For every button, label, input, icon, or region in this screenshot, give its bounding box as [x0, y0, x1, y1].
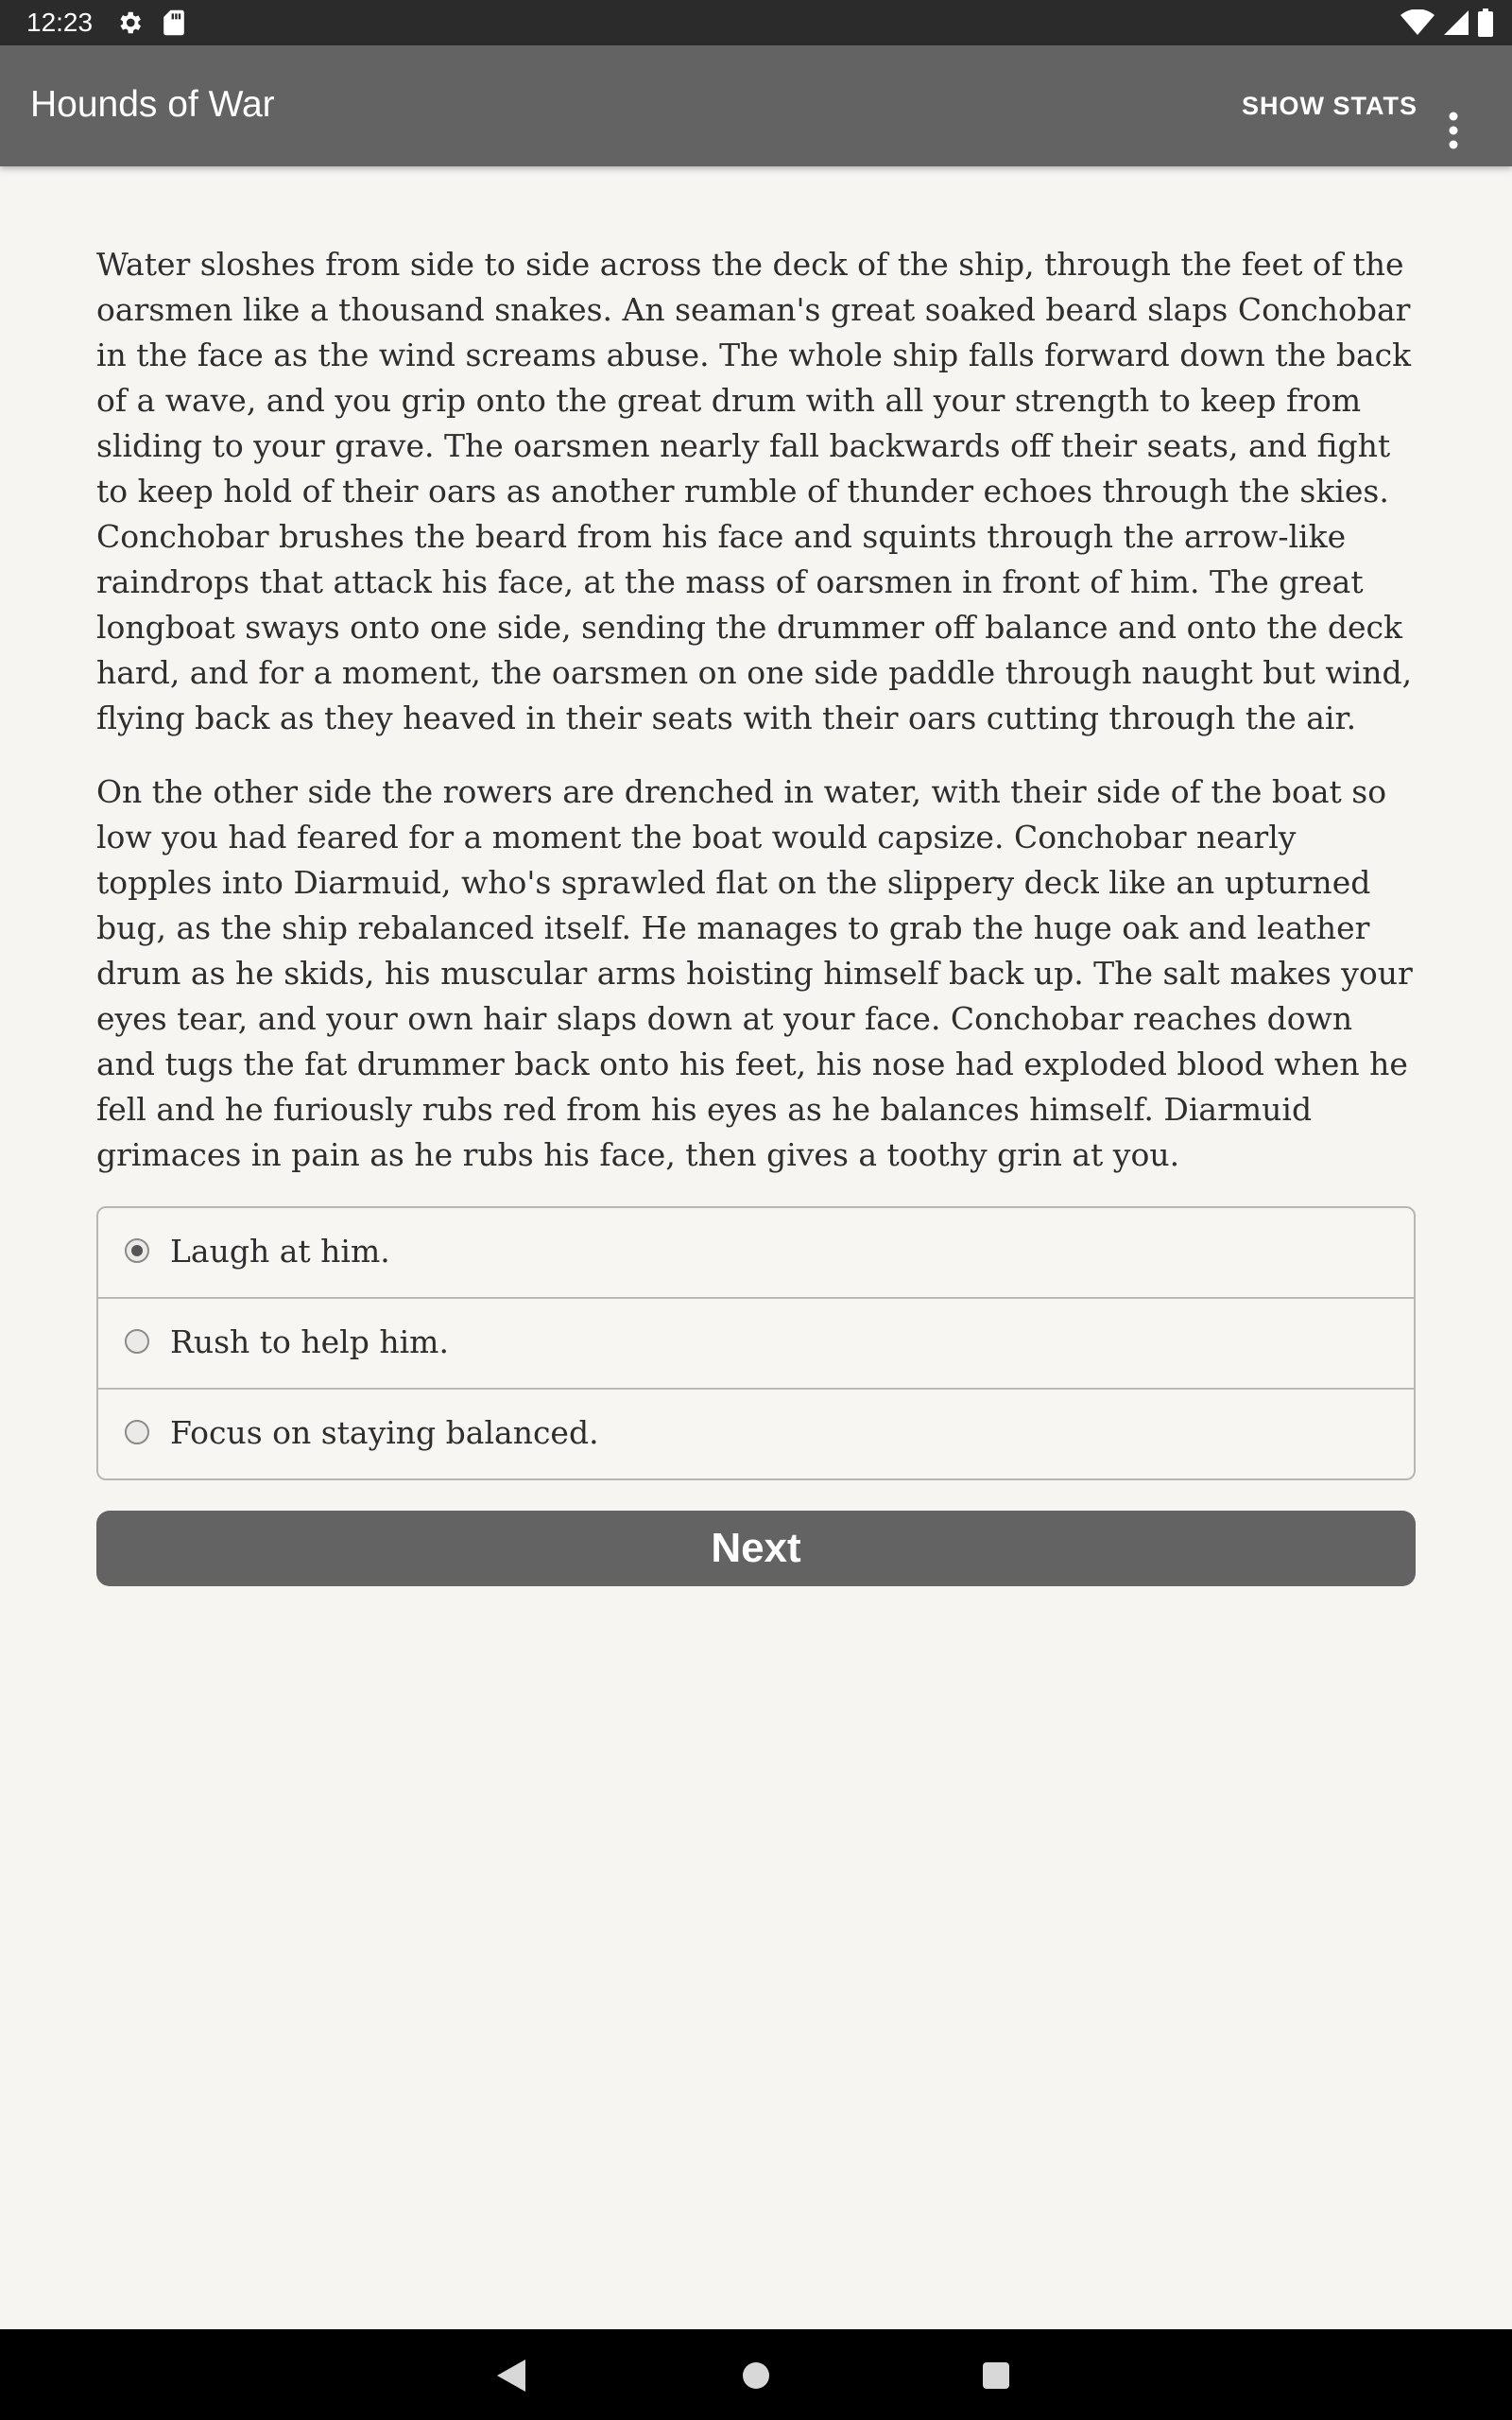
system-nav-bar [0, 2329, 1512, 2420]
choice-label: Focus on staying balanced. [170, 1414, 599, 1451]
sd-card-icon [163, 9, 185, 37]
status-right-icons [1400, 9, 1493, 37]
main-content [96, 242, 1416, 1586]
show-stats-button[interactable]: SHOW STATS [1238, 87, 1421, 125]
choice-list [96, 1206, 1416, 1480]
battery-icon [1478, 9, 1493, 37]
cell-signal-icon [1444, 10, 1469, 35]
story-paragraph: Water sloshes from side to side across the deck of the ship, through the feet of the oarsmen like a thousand snakes. An seaman's great soaked beard slaps Conchobar in the face as the wind screams abuse. The whole ship falls forward down the back of a wave, and you grip onto the great drum with all your strength to keep from sliding to your grave. The oarsmen nearly fall backwards off their seats, and fight to keep hold of their oars as another rumble of thunder echoes through the skies. Conchobar brushes the beard from his face and squints through the arrow-like raindrops that attack his face, at the mass of oarsmen in front of him. The great longboat sways onto one side, sending the drummer off balance and onto the deck hard, and for a moment, the oarsmen on one side paddle through naught but wind, flying back as they heaved in their seats with their oars cutting through the air. [96, 246, 1413, 736]
choice-label: Rush to help him. [170, 1323, 449, 1360]
status-bar [0, 0, 1512, 45]
radio-selected-icon[interactable] [125, 1238, 149, 1263]
radio-unselected-icon[interactable] [125, 1329, 149, 1354]
status-time: 12:23 [26, 8, 94, 37]
choice-label: Laugh at him. [170, 1233, 390, 1270]
recents-square-icon[interactable] [983, 2362, 1009, 2389]
radio-unselected-icon[interactable] [125, 1420, 149, 1444]
app-title: Hounds of War [30, 84, 275, 125]
next-button[interactable]: Next [96, 1511, 1416, 1586]
app-bar [0, 45, 1512, 166]
choice-option-balance[interactable] [98, 1390, 1414, 1478]
story-paragraph: On the other side the rowers are drenched in water, with their side of the boat so low you had feared for a moment the boat would capsize. Conchobar nearly topples into Diarmuid, who's sprawled flat on the slippery deck like an upturned bug, as the ship rebalanced itself. He manages to grab the huge oak and leather drum as he skids, his muscular arms hoisting himself back up. The salt makes your eyes tear, and your own hair slaps down at your face. Conchobar reaches down and tugs the fat drummer back onto his feet, his nose had exploded blood when he fell and he furiously rubs red from his eyes as he balances himself. Diarmuid grimaces in pain as he rubs his face, then gives a toothy grin at you. [96, 773, 1413, 1173]
story-text [96, 242, 1416, 1178]
settings-gear-icon [115, 9, 144, 37]
home-circle-icon[interactable] [743, 2362, 769, 2389]
choice-option-help[interactable] [98, 1299, 1414, 1390]
more-vert-icon[interactable] [1435, 109, 1472, 152]
back-triangle-icon[interactable] [497, 2360, 525, 2392]
choice-option-laugh[interactable] [98, 1208, 1414, 1299]
wifi-icon [1400, 9, 1435, 36]
